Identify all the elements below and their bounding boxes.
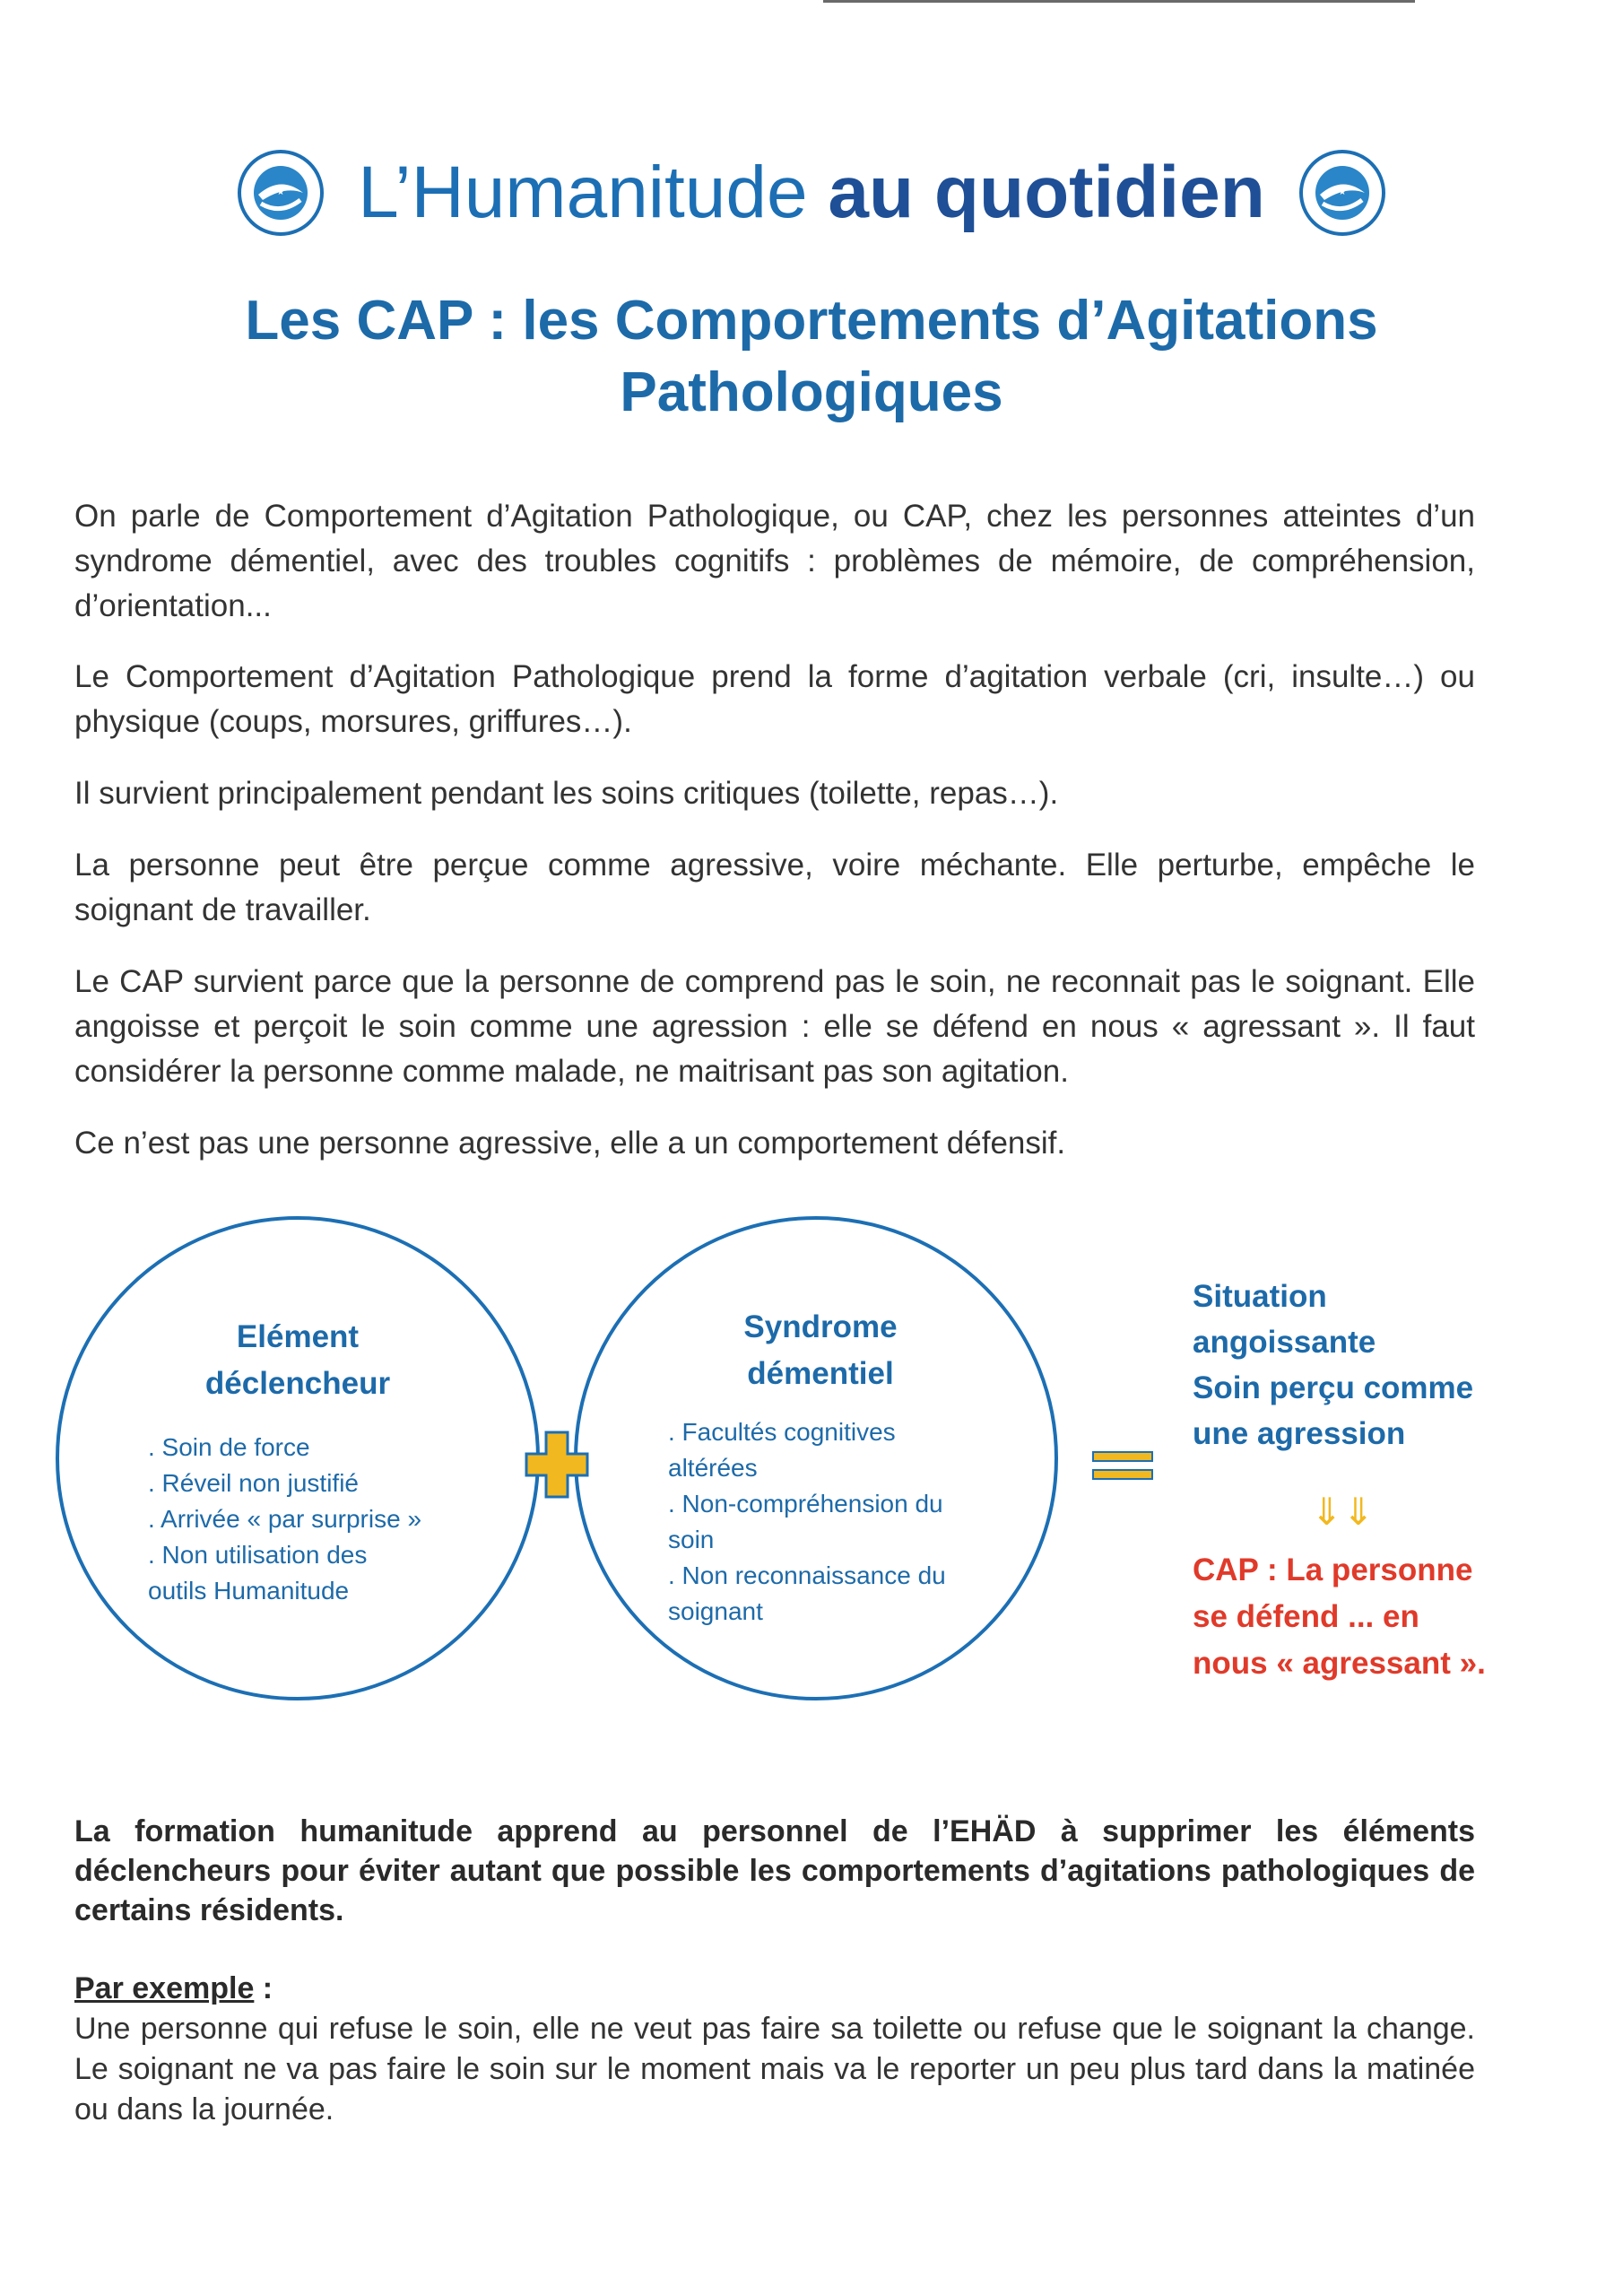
example-heading xyxy=(74,1971,273,2006)
list-item: . Soin de force xyxy=(148,1433,310,1461)
brand-title xyxy=(358,152,1265,233)
paragraph-forms: Le Comportement d’Agitation Pathologique prend la forme d’agitation verbale (cri, insulte…) ou physique (coups, morsures, griffures…). xyxy=(74,659,1475,739)
result-cap xyxy=(1193,1547,1486,1687)
page-header xyxy=(0,144,1623,242)
conclusion-paragraph: La formation humanitude apprend au personnel de l’EHÄD à supprimer les éléments déclencheurs pour éviter autant que possible les comportements d’agitations pathologiques de certains résidents. xyxy=(74,1814,1475,1927)
brand-prefix: L’Humanitude xyxy=(358,152,808,233)
plus-icon xyxy=(525,1431,589,1499)
cap-line: CAP : La personne xyxy=(1193,1552,1473,1587)
trigger-title xyxy=(145,1314,450,1407)
humanitude-logo-right-icon xyxy=(1298,148,1387,238)
paragraph-timing: Il survient principalement pendant les soins critiques (toilette, repas…). xyxy=(74,776,1059,811)
example-label: Par exemple xyxy=(74,1971,255,2005)
list-item: altérées xyxy=(668,1454,758,1482)
cap-line: nous « agressant ». xyxy=(1193,1646,1486,1681)
dementia-list xyxy=(668,1414,946,1630)
result-situation xyxy=(1193,1274,1473,1457)
paragraph-intro: On parle de Comportement d’Agitation Pathologique, ou CAP, chez les personnes atteintes d’un syndrome démentiel, avec des troubles cognitifs : problèmes de mémoire, de compréhension, d’orientation... xyxy=(74,499,1475,623)
paragraph-cause: Le CAP survient parce que la personne de comprend pas le soin, ne reconnait pas le soignant. Elle angoisse et perçoit le soin comme une agression : elle se défend en nous « agressant ». Il faut considérer la personne comme malade, ne maitrisant pas son agitation. xyxy=(74,964,1475,1089)
equals-bar-bottom xyxy=(1092,1469,1153,1480)
dementia-title-line-2: démentiel xyxy=(747,1356,894,1391)
brand-bold: au quotidien xyxy=(828,152,1265,233)
dementia-title xyxy=(668,1304,973,1397)
list-item: . Réveil non justifié xyxy=(148,1469,360,1497)
list-item: outils Humanitude xyxy=(148,1577,350,1605)
svg-text:★: ★ xyxy=(1338,187,1347,197)
list-item: . Arrivée « par surprise » xyxy=(148,1505,422,1533)
title-line-1: Les CAP : les Comportements d’Agitations xyxy=(245,290,1378,352)
title-line-2: Pathologiques xyxy=(620,361,1003,423)
result-line: Soin perçu comme xyxy=(1193,1370,1474,1405)
dementia-title-line-1: Syndrome xyxy=(743,1309,898,1344)
trigger-title-line-1: Elément xyxy=(236,1319,360,1354)
double-down-arrow-icon: ⇓⇓ xyxy=(1311,1491,1375,1533)
equals-bar-top xyxy=(1092,1451,1153,1462)
example-colon: : xyxy=(254,1971,273,2005)
page-title xyxy=(0,285,1623,429)
list-item: . Non utilisation des xyxy=(148,1541,368,1569)
result-line: angoissante xyxy=(1193,1325,1376,1360)
paragraph-perception: La personne peut être perçue comme agressive, voire méchante. Elle perturbe, empêche le soignant de travailler. xyxy=(74,848,1475,927)
list-item: . Non reconnaissance du xyxy=(668,1561,946,1589)
trigger-list xyxy=(148,1430,421,1609)
scan-top-line xyxy=(823,0,1415,3)
svg-text:★: ★ xyxy=(276,187,285,197)
list-item: soignant xyxy=(668,1597,763,1625)
paragraph-defensive: Ce n’est pas une personne agressive, elle a un comportement défensif. xyxy=(74,1126,1066,1161)
result-line: Situation xyxy=(1193,1279,1327,1314)
cap-line: se défend ... en xyxy=(1193,1599,1419,1634)
result-line: une agression xyxy=(1193,1416,1406,1451)
list-item: . Facultés cognitives xyxy=(668,1418,896,1446)
list-item: soin xyxy=(668,1526,715,1553)
humanitude-logo-left-icon xyxy=(236,148,325,238)
example-paragraph: Une personne qui refuse le soin, elle ne veut pas faire sa toilette ou refuse que le soignant la change. Le soignant ne va pas faire le soin sur le moment mais va le reporter un peu plus tard dans la matinée ou dans la journée. xyxy=(74,2012,1475,2126)
list-item: . Non-compréhension du xyxy=(668,1490,943,1518)
trigger-title-line-2: déclencheur xyxy=(204,1366,391,1401)
